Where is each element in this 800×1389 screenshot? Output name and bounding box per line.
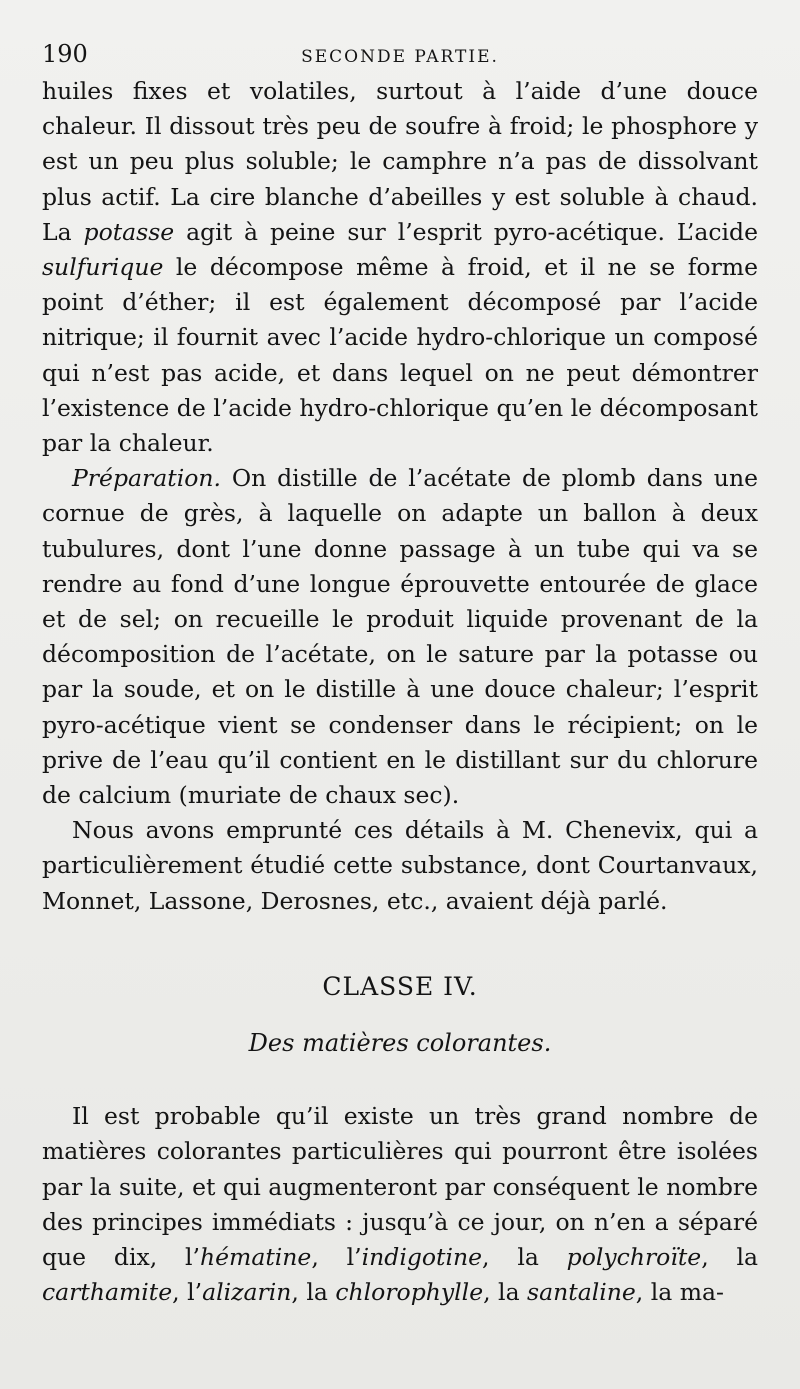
text-run: , la (291, 1278, 336, 1307)
paragraph-solvent-properties (42, 74, 758, 461)
text-run: agit à peine sur l’esprit pyro-acétique. L’acide (174, 217, 758, 246)
body-text (42, 74, 758, 1311)
preparation-heading: Préparation. (72, 464, 221, 493)
section-subtitle: Des matières colorantes. (248, 1029, 552, 1058)
text-run: , l’ (311, 1243, 362, 1272)
page-header (42, 40, 758, 66)
text-run: , la ma- (635, 1278, 724, 1307)
text-run: le décompose même à froid, et il ne se forme point d’éther; il est également décomposé par l’acide nitrique; il fournit avec l’acide hydro-chlorique un composé qui n’est pas acide, et dans lequel on ne peut démontrer l’existence de l’acide hydro-chlorique qu’en le décomposant par la chaleur. (42, 253, 758, 458)
text-run: , l’ (172, 1278, 203, 1307)
term-potasse: potasse (83, 217, 175, 246)
page-number: 190 (42, 40, 88, 68)
term-alizarin: alizarin (202, 1278, 292, 1307)
running-head: SECONDE PARTIE. (301, 47, 499, 67)
paragraph-coloring-matters (42, 1099, 758, 1310)
paragraph-sources: Nous avons emprunté ces détails à M. Chenevix, qui a particulièrement étudié cette substance, dont Courtanvaux, Monnet, Lassone, Derosnes, etc., avaient déjà parlé. (42, 816, 758, 915)
text-run: huiles fixes et volatiles, surtout à l’aide d’une douce chaleur. Il dissout très peu de soufre à froid; le phosphore y est un peu plus soluble; le camphre n’a pas de dissolvant plus actif. La cire blanche d’abeilles y est soluble à chaud. La (42, 77, 758, 246)
term-chlorophylle: chlorophylle (335, 1278, 484, 1307)
paragraph-preparation (42, 461, 758, 813)
text-run: Il est probable qu’il existe un très grand nombre de matières colorantes particulières qui pourront être isolées par la suite, et qui augmenteront par conséquent le nombre des principes immédiats : jusqu’à ce jour, on n’en a séparé que dix, l’ (42, 1102, 758, 1272)
term-santaline: santaline (527, 1278, 636, 1307)
text-run: , la (701, 1243, 759, 1272)
section-title: CLASSE IV. (322, 971, 478, 1001)
text-run: On distille de l’acétate de plomb dans une cornue de grès, à laquelle on adapte un ballon à deux tubulures, dont l’une donne passage à un tube qui va se rendre au fond d’une longue éprouvette entourée de glace et de sel; on recueille le produit liquide provenant de la décomposition de l’acétate, on le sature par la potasse ou par la soude, et on le distille à une douce chaleur; l’esprit pyro-acétique vient se condenser dans le récipient; on le prive de l’eau qu’il contient en le distillant sur du chlorure de calcium (muriate de chaux sec). (42, 464, 758, 810)
term-indigotine: indigotine (361, 1243, 483, 1272)
term-carthamite: carthamite (42, 1278, 173, 1307)
term-hematine: hématine (200, 1243, 312, 1272)
text-run: , la (483, 1278, 528, 1307)
text-run: , la (482, 1243, 567, 1272)
term-polychroite: polychroïte (566, 1243, 702, 1272)
term-sulfurique: sulfurique (42, 253, 164, 282)
